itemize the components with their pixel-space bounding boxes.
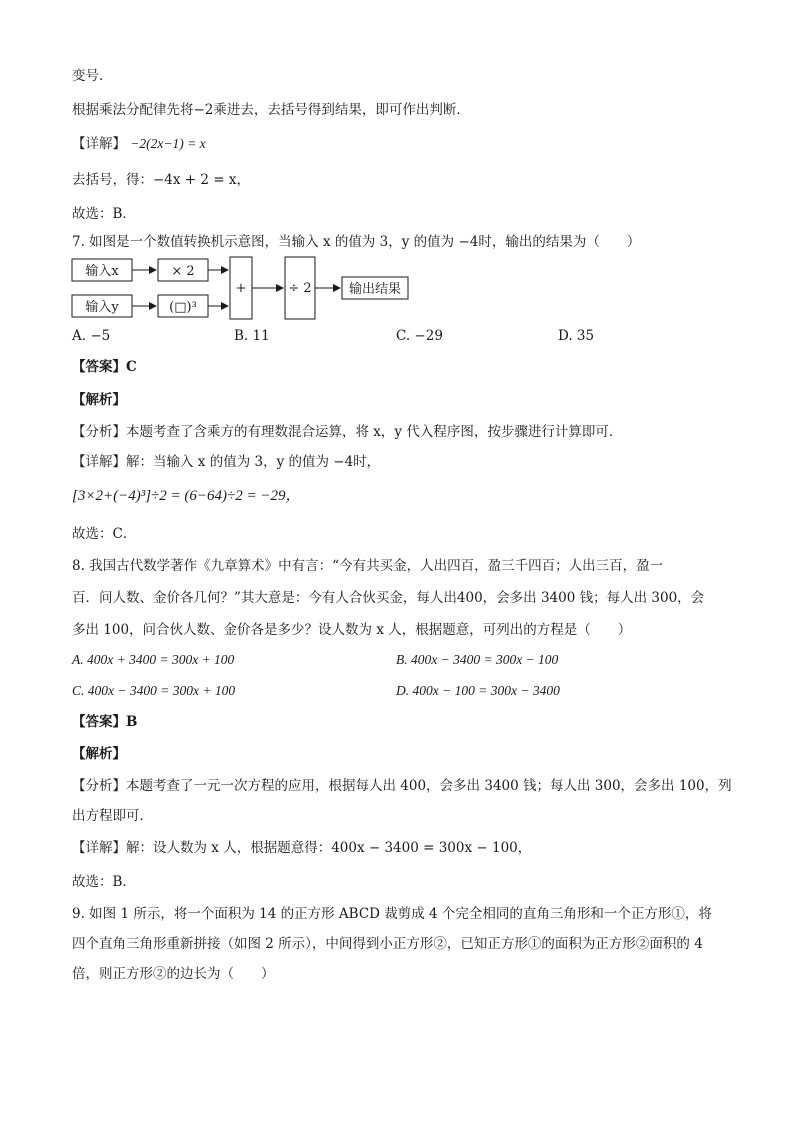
input-y-label: 输入y xyxy=(85,300,119,315)
q7-analysis-heading: 【解析】 xyxy=(72,392,126,408)
detail-label: 【详解】 xyxy=(72,136,126,152)
math-expression: −2(2x−1) = x xyxy=(130,136,206,151)
q9-stem-line: 四个直角三角形重新拼接（如图 2 所示），中间得到小正方形②，已知正方形①的面积为正方形②面积的 4 xyxy=(72,936,703,952)
q8-analysis-heading: 【解析】 xyxy=(72,746,126,762)
q7-choice: 故选：C． xyxy=(72,526,137,542)
text-line: 去括号，得：−4x + 2 = x， xyxy=(72,172,251,188)
q8-option-c: C. 400x − 3400 = 300x + 100 xyxy=(72,683,236,698)
output-label: 输出结果 xyxy=(348,282,402,297)
q7-detail: 【详解】解：当输入 x 的值为 3，y 的值为 −4时， xyxy=(72,454,381,470)
times-2-label: × 2 xyxy=(171,264,195,279)
q9-stem-line: 倍，则正方形②的边长为（ ） xyxy=(72,966,275,982)
q8-detail: 【详解】解：设人数为 x 人，根据题意得：400x − 3400 = 300x − 100， xyxy=(72,840,532,856)
q8-stem-line: 百．问人数、金价各几何？”其大意是：今有人合伙买金，每人出400，会多出 3400 钱；每人出 300，会 xyxy=(72,590,705,606)
q7-calculation: [3×2+(−4)³]÷2 = (6−64)÷2 = −29， xyxy=(72,488,301,504)
text-line: 故选：B． xyxy=(72,206,136,222)
input-x-label: 输入x xyxy=(85,264,119,279)
detail-line xyxy=(72,134,206,154)
q7-option-b: B. 11 xyxy=(234,328,270,344)
cube-label: (□)³ xyxy=(169,300,197,315)
q8-stem-line: 多出 100，问合伙人数、金价各是多少？设人数为 x 人，根据题意，可列出的方程是（ ） xyxy=(72,622,632,638)
q8-choice: 故选：B． xyxy=(72,874,136,890)
question-7-stem: 7. 如图是一个数值转换机示意图，当输入 x 的值为 3，y 的值为 −4时，输出的结果为（ ） xyxy=(72,234,641,250)
divide-2-label: ÷ 2 xyxy=(288,281,312,296)
q7-option-a: A. −5 xyxy=(72,328,111,344)
q8-option-d: D. 400x − 100 = 300x − 3400 xyxy=(396,683,560,698)
q7-analysis: 【分析】本题考查了含乘方的有理数混合运算，将 x，y 代入程序图，按步骤进行计算即可． xyxy=(72,424,623,440)
text-line: 变号． xyxy=(72,68,113,84)
conversion-diagram xyxy=(70,254,420,324)
q8-analysis-line: 出方程即可． xyxy=(72,808,153,824)
q9-stem-line: 9. 如图 1 所示，将一个面积为 14 的正方形 ABCD 裁剪成 4 个完全相同的直角三角形和一个正方形①，将 xyxy=(72,906,712,922)
q8-answer: 【答案】B xyxy=(72,714,138,730)
q8-option-a: A. 400x + 3400 = 300x + 100 xyxy=(72,652,235,667)
text-line: 根据乘法分配律先将−2乘进去，去括号得到结果，即可作出判断． xyxy=(72,102,470,118)
q7-answer: 【答案】C xyxy=(72,359,137,375)
plus-label: + xyxy=(235,281,247,296)
q8-stem-line: 8. 我国古代数学著作《九章算术》中有言：“今有共买金，人出四百，盈三千四百；人出三百，盈一 xyxy=(72,558,664,574)
q7-option-c: C. −29 xyxy=(396,328,443,344)
q8-analysis-line: 【分析】本题考查了一元一次方程的应用，根据每人出 400，会多出 3400 钱；每人出 300，会多出 100，列 xyxy=(72,778,732,794)
q8-option-b: B. 400x − 3400 = 300x − 100 xyxy=(396,652,559,667)
q7-option-d: D. 35 xyxy=(558,328,595,344)
